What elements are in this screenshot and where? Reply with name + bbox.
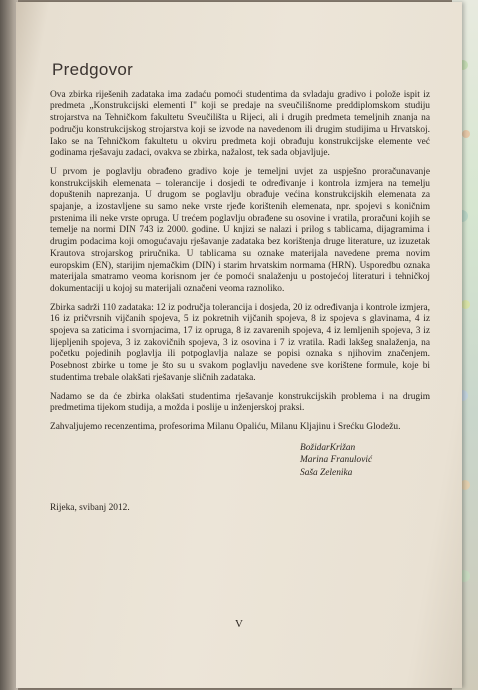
paragraph-chapters: U prvom je poglavlju obrađeno gradivo koje je temeljni uvjet za uspješno proračunavanje konstrukcijskih elemenata – tolerancije i dosjedi te određivanje i kontrola izmjera na temelju dopuštenih naprezanja. U drugom se poglavlju obrađuje većina konstrukcijskih elemenata za spajanje, a izostavljene su samo neke vrste rjeđe korištenih elemenata, npr. spojevi s koničnim prstenima ili neke vrste opruga. U trećem poglavlju obrađene su osovine i vratila, proračuni kojih se temelje na normi DIN 743 iz 2000. godine. U knjizi se nalazi i prilog s tablicama, dijagramima i drugim podacima koji omogućavaju rješavanje zadataka bez korištenja druge literature, uz izuzetak Krautova strojarskog priručnika. U tablicama su oznake materijala navedene prema novim europskim (EN), starijim njemačkim (DIN) i starim hrvatskim normama (HRN). Usporedbu oznaka materijala smatramo veoma korisnom jer će pomoći snalaženju u postojećoj literaturi i tehničkoj dokumentaciji u kojoj su materijali označeni veoma raznoliko. (50, 166, 430, 294)
paragraph-intro: Ova zbirka riješenih zadataka ima zadaću pomoći studentima da svladaju gradivo i polože ispit iz predmeta „Konstrukcijski elementi I" koji se predaje na sveučilišnome preddiplomskom studiju strojarstva na Tehničkom fakultetu Sveučilišta u Rijeci, ali i drugih predmeta temeljnih znanja na području konstrukcijskog strojarstva koji se izvode na navedenom ili drugim studijima u Hrvatskoj. Iako se na Tehničkom fakultetu u okviru predmeta koji obrađuju konstrukcijske elemente već godinama rješavaju zadaci, ovakva se zbirka, nažalost, tek sada objavljuje. (50, 89, 430, 159)
page-title: Predgovor (52, 60, 134, 79)
signatory-3: Saša Zelenika (300, 467, 353, 478)
book-page (16, 2, 462, 688)
place-date: Rijeka, svibanj 2012. (50, 503, 130, 514)
signatory-2: Marina Franulović (300, 455, 373, 466)
paragraph-thanks: Zahvaljujemo recenzentima, profesorima Milanu Opaliću, Milanu Kljajinu i Srećku Glodežu. (50, 421, 401, 432)
paragraph-contents: Zbirka sadrži 110 zadataka: 12 iz područja tolerancija i dosjeda, 20 iz određivanja i kontrole izmjera, 16 iz pričvrsnih vijčanih spojeva, 5 iz pokretnih vijčanih spojeva, 8 iz spojeva s glavinama, 4 iz spojeva sa zaticima i svornjacima, 17 iz opruga, 8 iz zavarenih spojeva, 4 iz lemljenih spojeva, 3 iz lijepljenih spojeva, 3 iz zakovičnih spojeva, 3 iz osovina i 7 iz vratila. Radi lakšeg snalaženja, na početku pojedinih poglavlja ili potpoglavlja nalaze se popisi oznaka s njihovim značenjem. Posebnost zbirke u tome je što su u svakom poglavlju navedene sve korištene formule, koje bi studentima trebale olakšati rješavanje sličnih zadataka. (50, 302, 430, 383)
page-number: V (235, 618, 243, 630)
signatory-1: BožidarKrižan (300, 442, 356, 453)
paragraph-hope: Nadamo se da će zbirka olakšati studentima rješavanje konstrukcijskih problema i na drugim predmetima tijekom studija, a možda i poslije u inženjerskoj praksi. (50, 391, 430, 414)
signatures (300, 442, 430, 480)
page-content (50, 60, 430, 515)
